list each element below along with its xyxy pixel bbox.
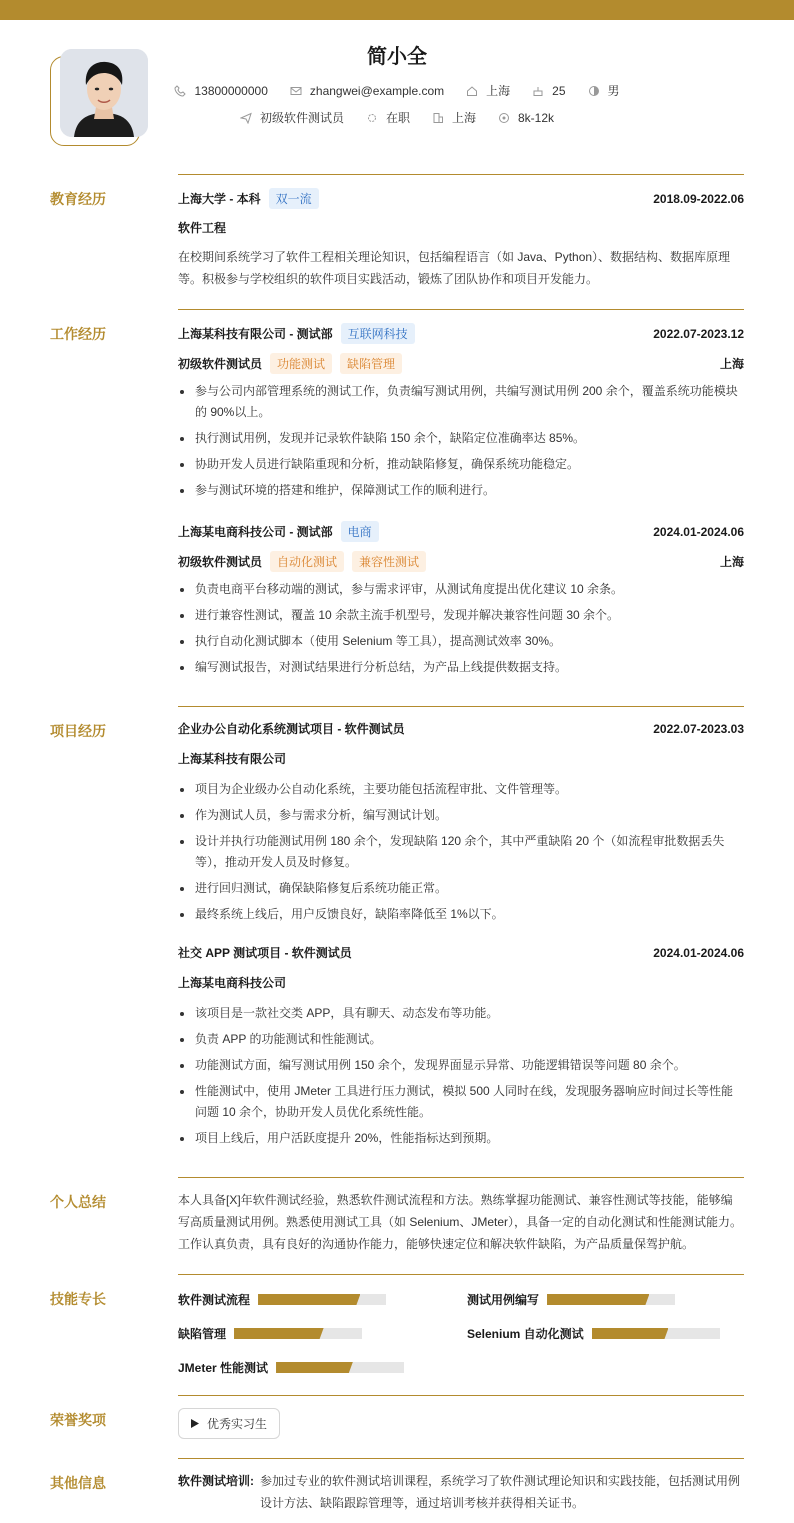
list-item: 参与测试环境的搭建和维护，保障测试工作的顺利进行。 bbox=[178, 480, 744, 501]
city-item bbox=[466, 82, 510, 99]
divider bbox=[178, 706, 744, 707]
job-intent-row bbox=[0, 109, 794, 126]
skill-bar-fill bbox=[592, 1328, 669, 1339]
industry-tag: 电商 bbox=[341, 521, 379, 542]
list-item: 执行自动化测试脚本（使用 Selenium 等工具），提高测试效率 30%。 bbox=[178, 631, 744, 652]
section-title-other: 其他信息 bbox=[50, 1475, 106, 1491]
project-date: 2022.07-2023.03 bbox=[653, 721, 744, 736]
skill-name: 缺陷管理 bbox=[178, 1327, 227, 1341]
work-role-row bbox=[178, 353, 744, 374]
project-title: 社交 APP 测试项目 - 软件测试员 bbox=[178, 946, 352, 960]
list-item: 设计并执行功能测试用例 180 余个，发现缺陷 120 余个，其中严重缺陷 20 个（如流程审批数据丢失等），推动开发人员及时修复。 bbox=[178, 831, 744, 873]
project-company: 上海某电商科技公司 bbox=[178, 976, 287, 990]
candidate-name: 简小全 bbox=[367, 46, 427, 68]
project-title: 企业办公自动化系统测试项目 - 软件测试员 bbox=[178, 722, 405, 736]
skill-item bbox=[467, 1325, 720, 1342]
other-info bbox=[178, 1470, 744, 1514]
work-date: 2022.07-2023.12 bbox=[653, 326, 744, 341]
education-header bbox=[178, 188, 744, 209]
list-item: 执行测试用例，发现并记录软件缺陷 150 余个，缺陷定位准确率达 85%。 bbox=[178, 428, 744, 449]
company-name: 上海某电商科技公司 - 测试部 bbox=[178, 525, 333, 539]
skill-name: 测试用例编写 bbox=[467, 1293, 540, 1307]
status-text: 在职 bbox=[385, 111, 410, 125]
skill-item bbox=[178, 1359, 404, 1376]
work-header bbox=[178, 323, 744, 344]
list-item: 该项目是一款社交类 APP，具有聊天、动态发布等功能。 bbox=[178, 1003, 744, 1024]
list-item: 负责 APP 的功能测试和性能测试。 bbox=[178, 1029, 744, 1050]
project-header bbox=[178, 944, 744, 961]
list-item: 功能测试方面，编写测试用例 150 余个，发现界面显示异常、功能逻辑错误等问题 80 余个。 bbox=[178, 1055, 744, 1076]
skill-bar-fill bbox=[258, 1294, 360, 1305]
work-city-text: 上海 bbox=[451, 111, 476, 125]
role-text: 初级软件测试员 bbox=[178, 555, 263, 569]
award-label: 优秀实习生 bbox=[207, 1417, 268, 1431]
work-header bbox=[178, 521, 744, 542]
send-icon bbox=[240, 112, 252, 124]
award-item[interactable] bbox=[178, 1408, 280, 1439]
other-text: 参加过专业的软件测试培训课程，系统学习了软件测试理论知识和实践技能，包括测试用例设计方法、缺陷跟踪管理等，通过培训考核并获得相关证书。 bbox=[260, 1474, 741, 1510]
work-bullets bbox=[178, 579, 744, 683]
work-location: 上海 bbox=[719, 357, 744, 371]
list-item: 参与公司内部管理系统的测试工作，负责编写测试用例，共编写测试用例 200 余个，覆盖系统功能模块的 90%以上。 bbox=[178, 381, 744, 423]
skill-bar-fill bbox=[234, 1328, 324, 1339]
skill-item bbox=[178, 1291, 386, 1308]
cake-icon bbox=[532, 85, 544, 97]
contact-row bbox=[0, 82, 794, 99]
avatar-frame bbox=[50, 56, 140, 146]
project-company-row bbox=[178, 974, 744, 991]
gender-item bbox=[588, 82, 620, 99]
email-text: zhangwei@example.com bbox=[309, 83, 445, 98]
work-bullets bbox=[178, 381, 744, 506]
divider bbox=[178, 1274, 744, 1275]
position-text: 初级软件测试员 bbox=[259, 111, 344, 125]
divider bbox=[178, 1458, 744, 1459]
project-company: 上海某科技有限公司 bbox=[178, 752, 287, 766]
section-title-education: 教育经历 bbox=[50, 191, 106, 207]
section-title-summary: 个人总结 bbox=[50, 1194, 106, 1210]
project-company-row bbox=[178, 750, 744, 767]
phone-icon bbox=[174, 85, 186, 97]
education-description: 在校期间系统学习了软件工程相关理论知识，包括编程语言（如 Java、Python）、数据结构、数据库原理等。积极参与学校组织的软件项目实践活动，锻炼了团队协作和项目开发能力。 bbox=[178, 250, 731, 286]
skill-bar bbox=[258, 1294, 386, 1305]
education-date: 2018.09-2022.06 bbox=[653, 191, 744, 206]
skill-bar-fill bbox=[547, 1294, 649, 1305]
divider bbox=[178, 174, 744, 175]
salary-text: 8k-12k bbox=[518, 110, 555, 125]
building-icon bbox=[432, 112, 444, 124]
section-title-work: 工作经历 bbox=[50, 326, 106, 342]
company-name: 上海某科技有限公司 - 测试部 bbox=[178, 327, 333, 341]
list-item: 项目上线后，用户活跃度提升 20%，性能指标达到预期。 bbox=[178, 1128, 744, 1149]
skill-name: JMeter 性能测试 bbox=[178, 1361, 269, 1375]
list-item: 项目为企业级办公自动化系统，主要功能包括流程审批、文件管理等。 bbox=[178, 779, 744, 800]
divider bbox=[178, 1177, 744, 1178]
summary-text: 本人具备[X]年软件测试经验，熟悉软件测试流程和方法。熟练掌握功能测试、兼容性测试等技能，能够编写高质量测试用例。熟悉使用测试工具（如 Selenium、JMeter），具备一定的自动化测试和性能测试能力。工作认真负责，具有良好的沟通协作能力，能够快速定位和解决软件缺陷，为产品质量保驾护航。 bbox=[178, 1193, 743, 1251]
work-date: 2024.01-2024.06 bbox=[653, 524, 744, 539]
skill-item bbox=[178, 1325, 362, 1342]
list-item: 进行兼容性测试，覆盖 10 余款主流手机型号，发现并解决兼容性问题 30 余个。 bbox=[178, 605, 744, 626]
work-role-row bbox=[178, 551, 744, 572]
section-title-projects: 项目经历 bbox=[50, 723, 106, 739]
play-icon bbox=[191, 1419, 199, 1428]
skill-tag: 功能测试 bbox=[270, 353, 332, 374]
list-item: 协助开发人员进行缺陷重现和分析，推动缺陷修复，确保系统功能稳定。 bbox=[178, 454, 744, 475]
coin-icon bbox=[498, 112, 510, 124]
school-tag: 双一流 bbox=[269, 188, 319, 209]
skill-name: Selenium 自动化测试 bbox=[467, 1327, 584, 1341]
industry-tag: 互联网科技 bbox=[341, 323, 415, 344]
gender-icon bbox=[588, 85, 600, 97]
school-name: 上海大学 - 本科 bbox=[178, 192, 261, 206]
other-label: 软件测试培训: bbox=[178, 1474, 254, 1488]
position-item bbox=[240, 109, 344, 126]
list-item: 作为测试人员，参与需求分析，编写测试计划。 bbox=[178, 805, 744, 826]
skill-tag: 自动化测试 bbox=[270, 551, 344, 572]
email-item bbox=[290, 84, 444, 98]
section-title-awards: 荣誉奖项 bbox=[50, 1412, 106, 1428]
mail-icon bbox=[290, 85, 302, 97]
project-date: 2024.01-2024.06 bbox=[653, 945, 744, 960]
skill-tag: 缺陷管理 bbox=[340, 353, 402, 374]
skill-bar bbox=[276, 1362, 404, 1373]
work-location: 上海 bbox=[719, 555, 744, 569]
gender-text: 男 bbox=[607, 84, 620, 98]
work-city-item bbox=[432, 109, 476, 126]
education-major bbox=[178, 219, 744, 236]
status-item bbox=[366, 109, 410, 126]
divider bbox=[178, 309, 744, 310]
age-text: 25 bbox=[552, 83, 566, 98]
section-title-skills: 技能专长 bbox=[50, 1291, 106, 1307]
skill-name: 软件测试流程 bbox=[178, 1293, 251, 1307]
age-item bbox=[532, 84, 565, 98]
list-item: 负责电商平台移动端的测试，参与需求评审，从测试角度提出优化建议 10 余条。 bbox=[178, 579, 744, 600]
divider bbox=[178, 1395, 744, 1396]
major-text: 软件工程 bbox=[178, 221, 227, 235]
list-item: 性能测试中，使用 JMeter 工具进行压力测试，模拟 500 人同时在线，发现服务器响应时间过长等性能问题 10 余个，协助开发人员优化系统性能。 bbox=[178, 1081, 744, 1123]
project-bullets bbox=[178, 1003, 744, 1154]
skill-bar bbox=[592, 1328, 720, 1339]
list-item: 编写测试报告，对测试结果进行分析总结，为产品上线提供数据支持。 bbox=[178, 657, 744, 678]
project-bullets bbox=[178, 779, 744, 930]
role-text: 初级软件测试员 bbox=[178, 357, 263, 371]
gear-icon bbox=[366, 112, 378, 124]
skill-item bbox=[467, 1291, 675, 1308]
city-text: 上海 bbox=[486, 84, 511, 98]
list-item: 最终系统上线后，用户反馈良好，缺陷率降低至 1%以下。 bbox=[178, 904, 744, 925]
home-icon bbox=[466, 85, 478, 97]
skill-bar bbox=[547, 1294, 675, 1305]
phone-item bbox=[174, 84, 267, 98]
salary-item bbox=[498, 111, 554, 125]
skill-tag: 兼容性测试 bbox=[352, 551, 426, 572]
phone-text: 13800000000 bbox=[194, 83, 268, 98]
skill-bar bbox=[234, 1328, 362, 1339]
skill-bar-fill bbox=[276, 1362, 353, 1373]
list-item: 进行回归测试，确保缺陷修复后系统功能正常。 bbox=[178, 878, 744, 899]
project-header bbox=[178, 720, 744, 737]
top-accent-bar bbox=[0, 0, 794, 20]
